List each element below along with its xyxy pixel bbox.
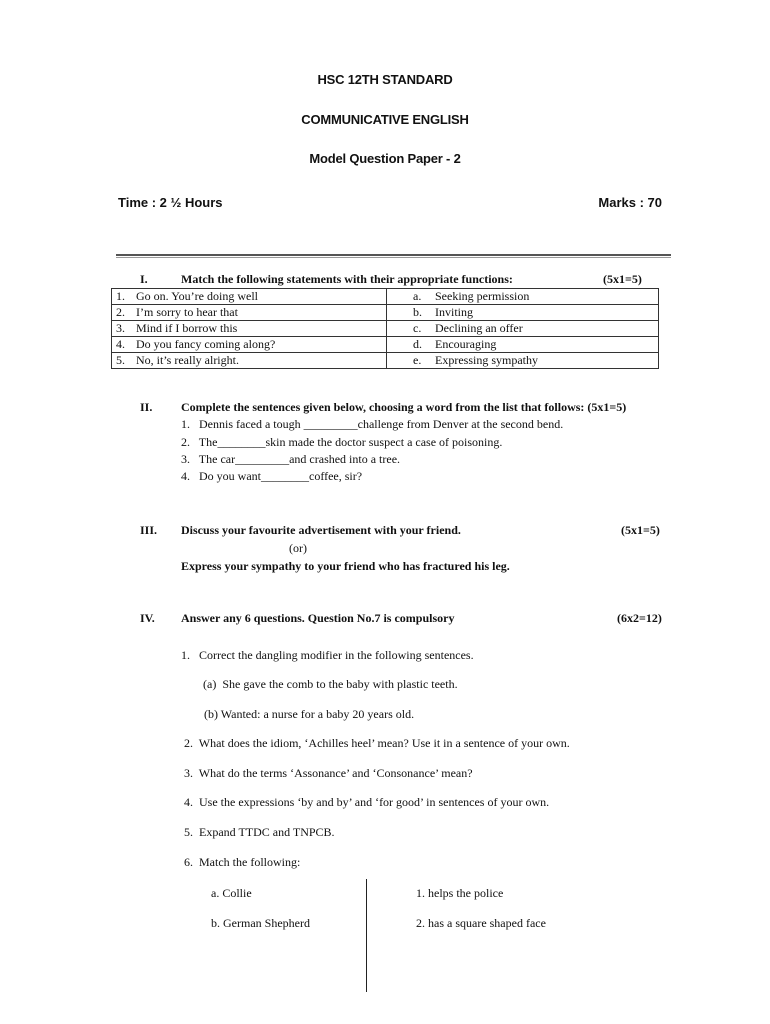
row-number: 2.	[116, 305, 125, 319]
left-cell	[112, 337, 387, 353]
q4-item-1b: (b) Wanted: a nurse for a baby 20 years old.	[204, 707, 415, 721]
right-cell	[387, 321, 659, 337]
statement: I’m sorry to hear that	[136, 305, 238, 319]
left-cell	[112, 321, 387, 337]
q4-number: IV.	[140, 611, 155, 625]
left-cell	[112, 305, 387, 321]
q4-item-1a: (a) She gave the comb to the baby with plastic teeth.	[203, 677, 458, 691]
table-row	[112, 305, 659, 321]
left-cell	[112, 289, 387, 305]
q4-item-6: 6. Match the following:	[184, 855, 301, 869]
table-row	[112, 321, 659, 337]
q4-item-5: 5. Expand TTDC and TNPCB.	[184, 825, 335, 839]
q1-title: Match the following statements with their appropriate functions:	[181, 272, 513, 286]
q2-number: II.	[140, 400, 153, 414]
table-row	[112, 289, 659, 305]
row-number: 1.	[116, 289, 125, 303]
statement: Go on. You’re doing well	[136, 289, 258, 303]
q1-number: I.	[140, 272, 148, 286]
q4-title: Answer any 6 questions. Question No.7 is compulsory	[181, 611, 455, 625]
row-number: 3.	[116, 321, 125, 335]
header-divider	[116, 254, 671, 258]
q2-item-1: 1. Dennis faced a tough _________challenge from Denver at the second bend.	[181, 417, 564, 431]
time-label: Time : 2 ½ Hours	[118, 195, 223, 210]
function: Inviting	[435, 305, 473, 319]
q4-marks: (6x2=12)	[617, 611, 662, 625]
function: Expressing sympathy	[435, 353, 538, 367]
match-left-a: a. Collie	[211, 886, 252, 900]
left-cell	[112, 353, 387, 369]
statement: Do you fancy coming along?	[136, 337, 276, 351]
match-left-b: b. German Shepherd	[211, 916, 310, 930]
q2-item-3: 3. The car_________and crashed into a tree.	[181, 452, 401, 466]
match-divider	[366, 879, 367, 992]
q3-line-2: Express your sympathy to your friend who has fractured his leg.	[181, 559, 510, 573]
function: Declining an offer	[435, 321, 523, 335]
row-letter: e.	[413, 353, 422, 367]
right-cell	[387, 337, 659, 353]
right-cell	[387, 353, 659, 369]
q3-marks: (5x1=5)	[621, 523, 660, 537]
marks-label: Marks : 70	[598, 195, 662, 210]
row-number: 4.	[116, 337, 125, 351]
q2-title: Complete the sentences given below, choosing a word from the list that follows: (5x1=5)	[181, 400, 627, 414]
row-letter: d.	[413, 337, 422, 351]
q4-item-3: 3. What do the terms ‘Assonance’ and ‘Consonance’ mean?	[184, 766, 473, 780]
subject-title: COMMUNICATIVE ENGLISH	[301, 112, 469, 127]
right-cell	[387, 289, 659, 305]
q3-number: III.	[140, 523, 158, 537]
function: Seeking permission	[435, 289, 530, 303]
exam-standard: HSC 12TH STANDARD	[317, 72, 453, 87]
row-letter: c.	[413, 321, 422, 335]
q3-or: (or)	[289, 541, 307, 555]
q2-item-4: 4. Do you want________coffee, sir?	[181, 469, 363, 483]
row-letter: b.	[413, 305, 422, 319]
row-letter: a.	[413, 289, 422, 303]
match-right-1: 1. helps the police	[416, 886, 504, 900]
table-row	[112, 353, 659, 369]
q4-item-2: 2. What does the idiom, ‘Achilles heel’ mean? Use it in a sentence of your own.	[184, 736, 570, 750]
match-right-2: 2. has a square shaped face	[416, 916, 546, 930]
statement: Mind if I borrow this	[136, 321, 238, 335]
q1-match-table	[111, 288, 659, 369]
q4-item-1: 1. Correct the dangling modifier in the following sentences.	[181, 648, 474, 662]
table-row	[112, 337, 659, 353]
q3-line-1: Discuss your favourite advertisement with your friend.	[181, 523, 461, 537]
row-number: 5.	[116, 353, 125, 367]
q2-item-2: 2. The________skin made the doctor suspect a case of poisoning.	[181, 435, 503, 449]
paper-title: Model Question Paper - 2	[309, 151, 461, 166]
function: Encouraging	[435, 337, 497, 351]
right-cell	[387, 305, 659, 321]
q4-item-4: 4. Use the expressions ‘by and by’ and ‘for good’ in sentences of your own.	[184, 795, 550, 809]
q1-marks: (5x1=5)	[603, 272, 642, 286]
statement: No, it’s really alright.	[136, 353, 239, 367]
